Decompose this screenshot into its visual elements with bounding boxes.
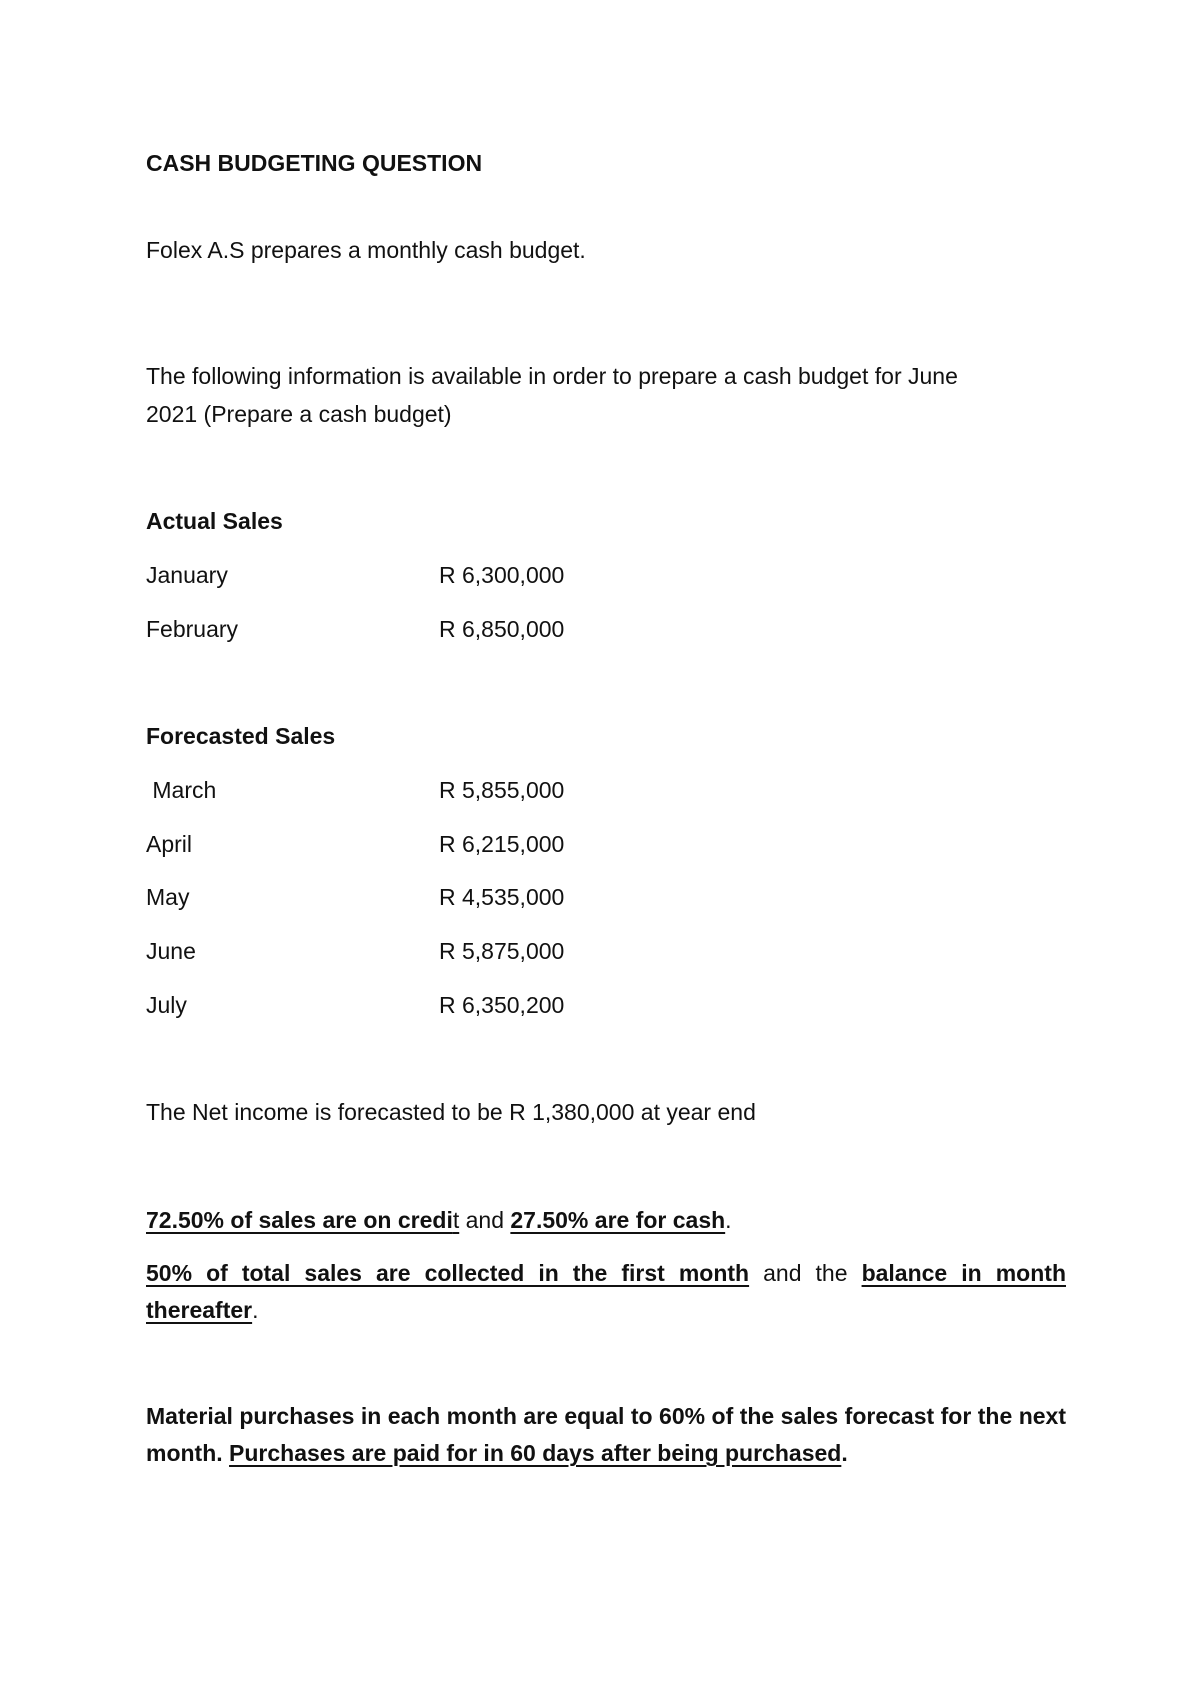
info-text-line-2: 2021 (Prepare a cash budget) (146, 401, 452, 427)
purchases-period: . (841, 1440, 848, 1466)
forecasted-sales-amount: R 5,855,000 (439, 777, 565, 803)
credit-percentage-text: 72.50% of sales are on credi (146, 1207, 453, 1233)
actual-sales-amount: R 6,300,000 (439, 562, 565, 588)
collection-period: . (252, 1297, 259, 1323)
forecasted-sales-heading: Forecasted Sales (146, 723, 336, 749)
forecasted-sales-month: March (146, 777, 217, 803)
purchases-payment-terms-text: Purchases are paid for in 60 days after being purchased (229, 1440, 842, 1466)
purchases-text (146, 1398, 1066, 1472)
net-income-text: The Net income is forecasted to be R 1,380,000 at year end (146, 1099, 756, 1125)
actual-sales-heading: Actual Sales (146, 508, 283, 534)
credit-terms-period: . (725, 1207, 732, 1233)
forecasted-sales-amount: R 6,215,000 (439, 831, 565, 857)
forecasted-sales-month: July (146, 992, 187, 1018)
first-month-collection-text: 50% of total sales are collected in the first month (146, 1260, 750, 1286)
forecasted-sales-amount: R 5,875,000 (439, 938, 565, 964)
forecasted-sales-month: June (146, 938, 196, 964)
forecasted-sales-month: May (146, 884, 190, 910)
credit-terms-text (146, 1202, 732, 1239)
cash-percentage-text: 27.50% are for cash (510, 1207, 726, 1233)
credit-percentage-tail: t (452, 1207, 460, 1233)
credit-terms-connector: and (459, 1207, 511, 1233)
purchases-policy-text: Material purchases in each month are equal to 60% of the sales forecast for the next month. (146, 1403, 1066, 1466)
intro-text: Folex A.S prepares a monthly cash budget. (146, 237, 586, 263)
actual-sales-amount: R 6,850,000 (439, 616, 565, 642)
actual-sales-month: January (146, 562, 228, 588)
actual-sales-month: February (146, 616, 239, 642)
balance-collection-text: balance in month thereafter (146, 1260, 1066, 1323)
collection-connector: and the (749, 1260, 862, 1286)
collection-text (146, 1255, 1066, 1329)
document-title: CASH BUDGETING QUESTION (146, 150, 483, 176)
forecasted-sales-amount: R 6,350,200 (439, 992, 565, 1018)
forecasted-sales-month: April (146, 831, 193, 857)
info-text-line-1: The following information is available in order to prepare a cash budget for June (146, 363, 958, 389)
forecasted-sales-amount: R 4,535,000 (439, 884, 565, 910)
